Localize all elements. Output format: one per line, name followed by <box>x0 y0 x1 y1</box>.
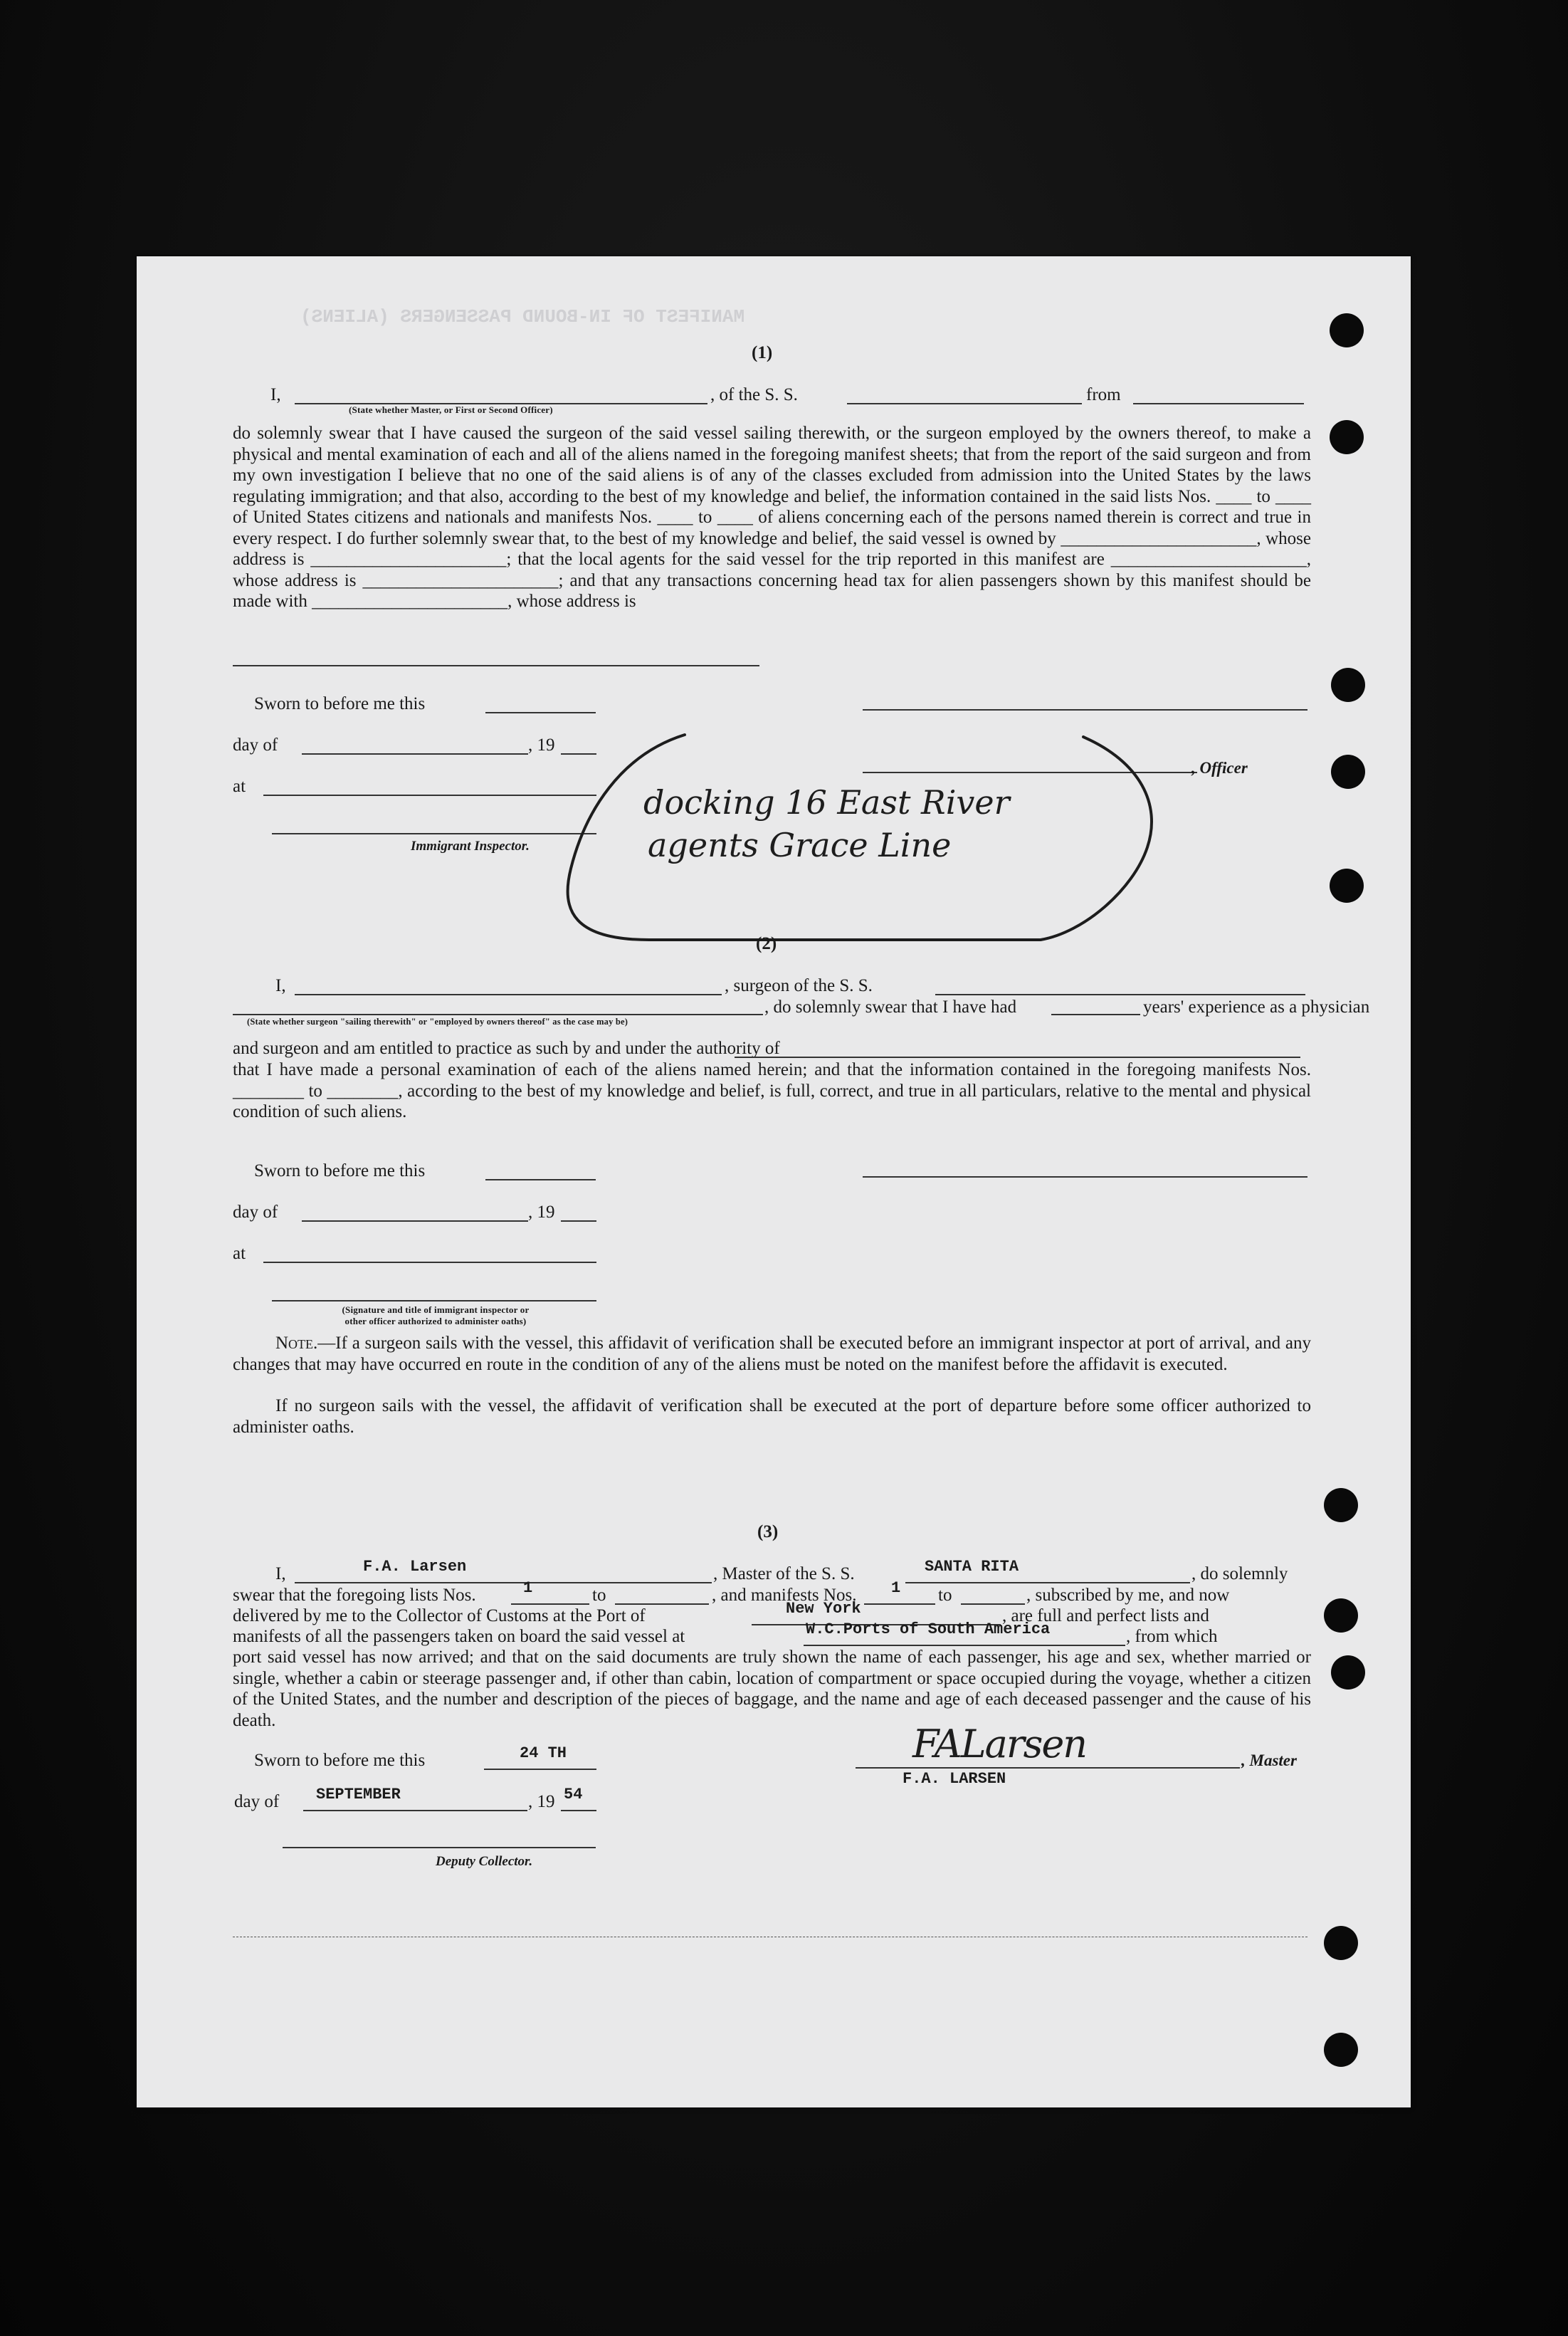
at-line-2 <box>263 1262 596 1263</box>
master-signature: FALarsen <box>912 1722 1087 1766</box>
lists-from-line <box>511 1603 589 1605</box>
punch-hole <box>1324 1488 1358 1522</box>
affidavit3-opening: I, <box>275 1564 286 1583</box>
inspector-label: Immigrant Inspector. <box>411 839 530 854</box>
section-number-1: (1) <box>752 343 773 362</box>
sworn-day-line-2 <box>485 1179 596 1180</box>
master-label: , Master <box>1241 1751 1297 1769</box>
officer-label: , Officer <box>1191 759 1248 777</box>
deputy-collector-label: Deputy Collector. <box>436 1854 533 1869</box>
affidavit2-body: that I have made a personal examination of each of the aliens named herein; and that the information contained in the foregoing manifests Nos. ________ to ________, according to the best of my knowledge and belief, is full, correct, and true in all particulars, relative to the mental and physical condition of such aliens. <box>233 1060 1311 1121</box>
surgeon-vessel-line <box>935 994 1305 995</box>
from-label: from <box>1086 385 1121 404</box>
at-label-1: at <box>233 777 246 796</box>
year-line-2 <box>561 1220 596 1222</box>
sworn-label-3: Sworn to before me this <box>254 1751 426 1770</box>
day-of-label-3: day of <box>234 1792 280 1811</box>
affidavit1-opening: I, <box>270 385 281 404</box>
surgeon-note: (State whether surgeon "sailing therewith" or "employed by owners thereof" as the case may be) <box>247 1017 628 1027</box>
sworn-day-line-3 <box>484 1769 596 1770</box>
lists-label: swear that the foregoing lists Nos. <box>233 1586 476 1605</box>
lists-from: 1 <box>523 1579 533 1597</box>
punch-hole <box>1324 1926 1358 1960</box>
officer-signature-line-top <box>863 709 1307 711</box>
sworn-label-2: Sworn to before me this <box>254 1161 426 1180</box>
from-which-label: , from which <box>1126 1627 1218 1646</box>
manifests-from: 1 <box>891 1579 901 1597</box>
year-label-1: , 19 <box>528 735 555 755</box>
do-solemnly-label: , do solemnly <box>1191 1564 1288 1583</box>
note-paragraph-2: If no surgeon sails with the vessel, the affidavit of verification shall be executed at the port of departure before some officer authorized to administer oaths. <box>233 1396 1311 1437</box>
departure-port: W.C.Ports of South America <box>806 1620 1051 1638</box>
at-label-2: at <box>233 1244 246 1263</box>
year-line-3 <box>561 1810 596 1811</box>
manifest-affidavit-sheet <box>137 256 1411 2107</box>
sworn-label-1: Sworn to before me this <box>254 694 426 713</box>
note-paragraph-1 <box>233 1333 1311 1375</box>
punch-hole <box>1324 2033 1358 2067</box>
port-label: delivered by me to the Collector of Customs at the Port of <box>233 1606 646 1625</box>
surgeon-status-line <box>233 1014 763 1015</box>
master-name-line <box>295 1582 712 1583</box>
note-label: Note. <box>275 1334 318 1353</box>
from-port-line <box>1133 403 1304 404</box>
sworn-year: 54 <box>564 1786 583 1803</box>
subscribed-label: , subscribed by me, and now <box>1026 1586 1230 1605</box>
sworn-month: SEPTEMBER <box>316 1786 401 1803</box>
years-experience-label: years' experience as a physician <box>1143 997 1370 1017</box>
master-signature-line <box>856 1767 1240 1769</box>
manifests-label: , and manifests Nos. <box>712 1586 857 1605</box>
years-line <box>1051 1014 1140 1015</box>
deputy-collector-line <box>283 1847 596 1848</box>
note-text-1: —If a surgeon sails with the vessel, this affidavit of verification shall be executed before an immigrant inspector at port of arrival, and any changes that may have occurred en route in the condition of any of the aliens must be noted on the manifest before the affidavit is executed. <box>233 1334 1311 1374</box>
month-line-3 <box>303 1810 527 1811</box>
handwritten-note-line1: docking 16 East River <box>643 783 1010 822</box>
sworn-day: 24 TH <box>520 1744 567 1762</box>
master-name: F.A. Larsen <box>363 1558 467 1576</box>
arrival-port: New York <box>786 1600 861 1618</box>
punch-hole <box>1330 420 1364 454</box>
address-line <box>233 665 759 666</box>
affidavit3-body: port said vessel has now arrived; and that on the said documents are truly shown the name of each passenger, his age and sex, whether married or single, whether a cabin or steerage passenger and, if other than cabin, location of compartment or space occupied during the voyage, whether a citizen of the United States, and the number and description of the pieces of baggage, and the name and age of each deceased passenger and the cause of his death. <box>233 1648 1311 1730</box>
year-label-2: , 19 <box>528 1203 555 1222</box>
surgeon-of-label: , surgeon of the S. S. <box>725 976 873 995</box>
authority-line <box>735 1057 1300 1058</box>
punch-hole <box>1331 1655 1365 1690</box>
lists-to-line <box>615 1603 709 1605</box>
lists-to-label: to <box>592 1586 606 1605</box>
authority-label: and surgeon and am entitled to practice as such by and under the authority of <box>233 1039 780 1058</box>
of-ss-label: , of the S. S. <box>710 385 798 404</box>
affidavit2-opening: I, <box>275 976 286 995</box>
punch-hole <box>1330 869 1364 903</box>
punch-hole <box>1330 313 1364 347</box>
day-of-label-1: day of <box>233 735 278 755</box>
manifests-to-line <box>961 1603 1025 1605</box>
affidavit1-body: do solemnly swear that I have caused the surgeon of the said vessel sailing therewith, or the surgeon employed by the owners thereof, to make a physical and mental examination of each and all of the aliens named in the foregoing manifest sheets; that from the report of the said surgeon and from my own investigation I believe that no one of the said aliens is of any of the classes excluded from admission into the United States by the laws regulating immigration; and that also, according to the best of my knowledge and belief, the information contained in the said lists Nos. ____ to ____ of United States citizens and nationals and manifests Nos. ____ to ____ of aliens concerning each of the persons named therein is correct and true in every respect. I do further solemnly swear that, to the best of my knowledge and belief, the said vessel is owned by ______________________, whose address is ______________________; that the local agents for the said vessel for the trip reported in this manifest are ______________________, whose address is ______________________; and that any transactions concerning head tax for alien passengers shown by this manifest should be made with ______________________, whose address is <box>233 424 1311 611</box>
surgeon-signature-line <box>863 1176 1307 1178</box>
handwritten-note-line2: agents Grace Line <box>648 826 952 864</box>
year-prefix-label: , 19 <box>528 1792 555 1811</box>
master-of-label: , Master of the S. S. <box>713 1564 855 1583</box>
departure-line <box>804 1645 1125 1646</box>
inspector-signature-line-2 <box>272 1300 596 1301</box>
punch-hole <box>1324 1598 1358 1633</box>
surgeon-name-line <box>295 994 722 995</box>
departure-label: manifests of all the passengers taken on board the said vessel at <box>233 1627 685 1646</box>
officer-note: (State whether Master, or First or Second Officer) <box>349 404 553 415</box>
bleed-through-text: MANIFEST OF IN-BOUND PASSENGERS (ALIENS) <box>300 306 745 328</box>
section-number-3: (3) <box>757 1522 779 1541</box>
signer-name: F.A. LARSEN <box>903 1770 1006 1788</box>
swear-had-label: , do solemnly swear that I have had <box>764 997 1017 1017</box>
punch-hole <box>1331 755 1365 789</box>
vessel-line <box>905 1582 1190 1583</box>
month-line-2 <box>302 1220 528 1222</box>
day-of-label-2: day of <box>233 1203 278 1222</box>
signature-note-1: (Signature and title of immigrant inspector or <box>342 1304 530 1315</box>
signature-note-2: other officer authorized to administer oaths) <box>344 1316 527 1326</box>
vessel-name: SANTA RITA <box>925 1558 1019 1576</box>
month-line-1 <box>302 753 528 755</box>
section-number-2: (2) <box>756 934 777 953</box>
punch-hole <box>1331 668 1365 702</box>
manifests-to-label: to <box>938 1586 952 1605</box>
vessel-name-line <box>847 403 1082 404</box>
sworn-day-line-1 <box>485 712 596 713</box>
manifests-from-line <box>864 1603 935 1605</box>
full-perfect-label: , are full and perfect lists and <box>1002 1606 1209 1625</box>
